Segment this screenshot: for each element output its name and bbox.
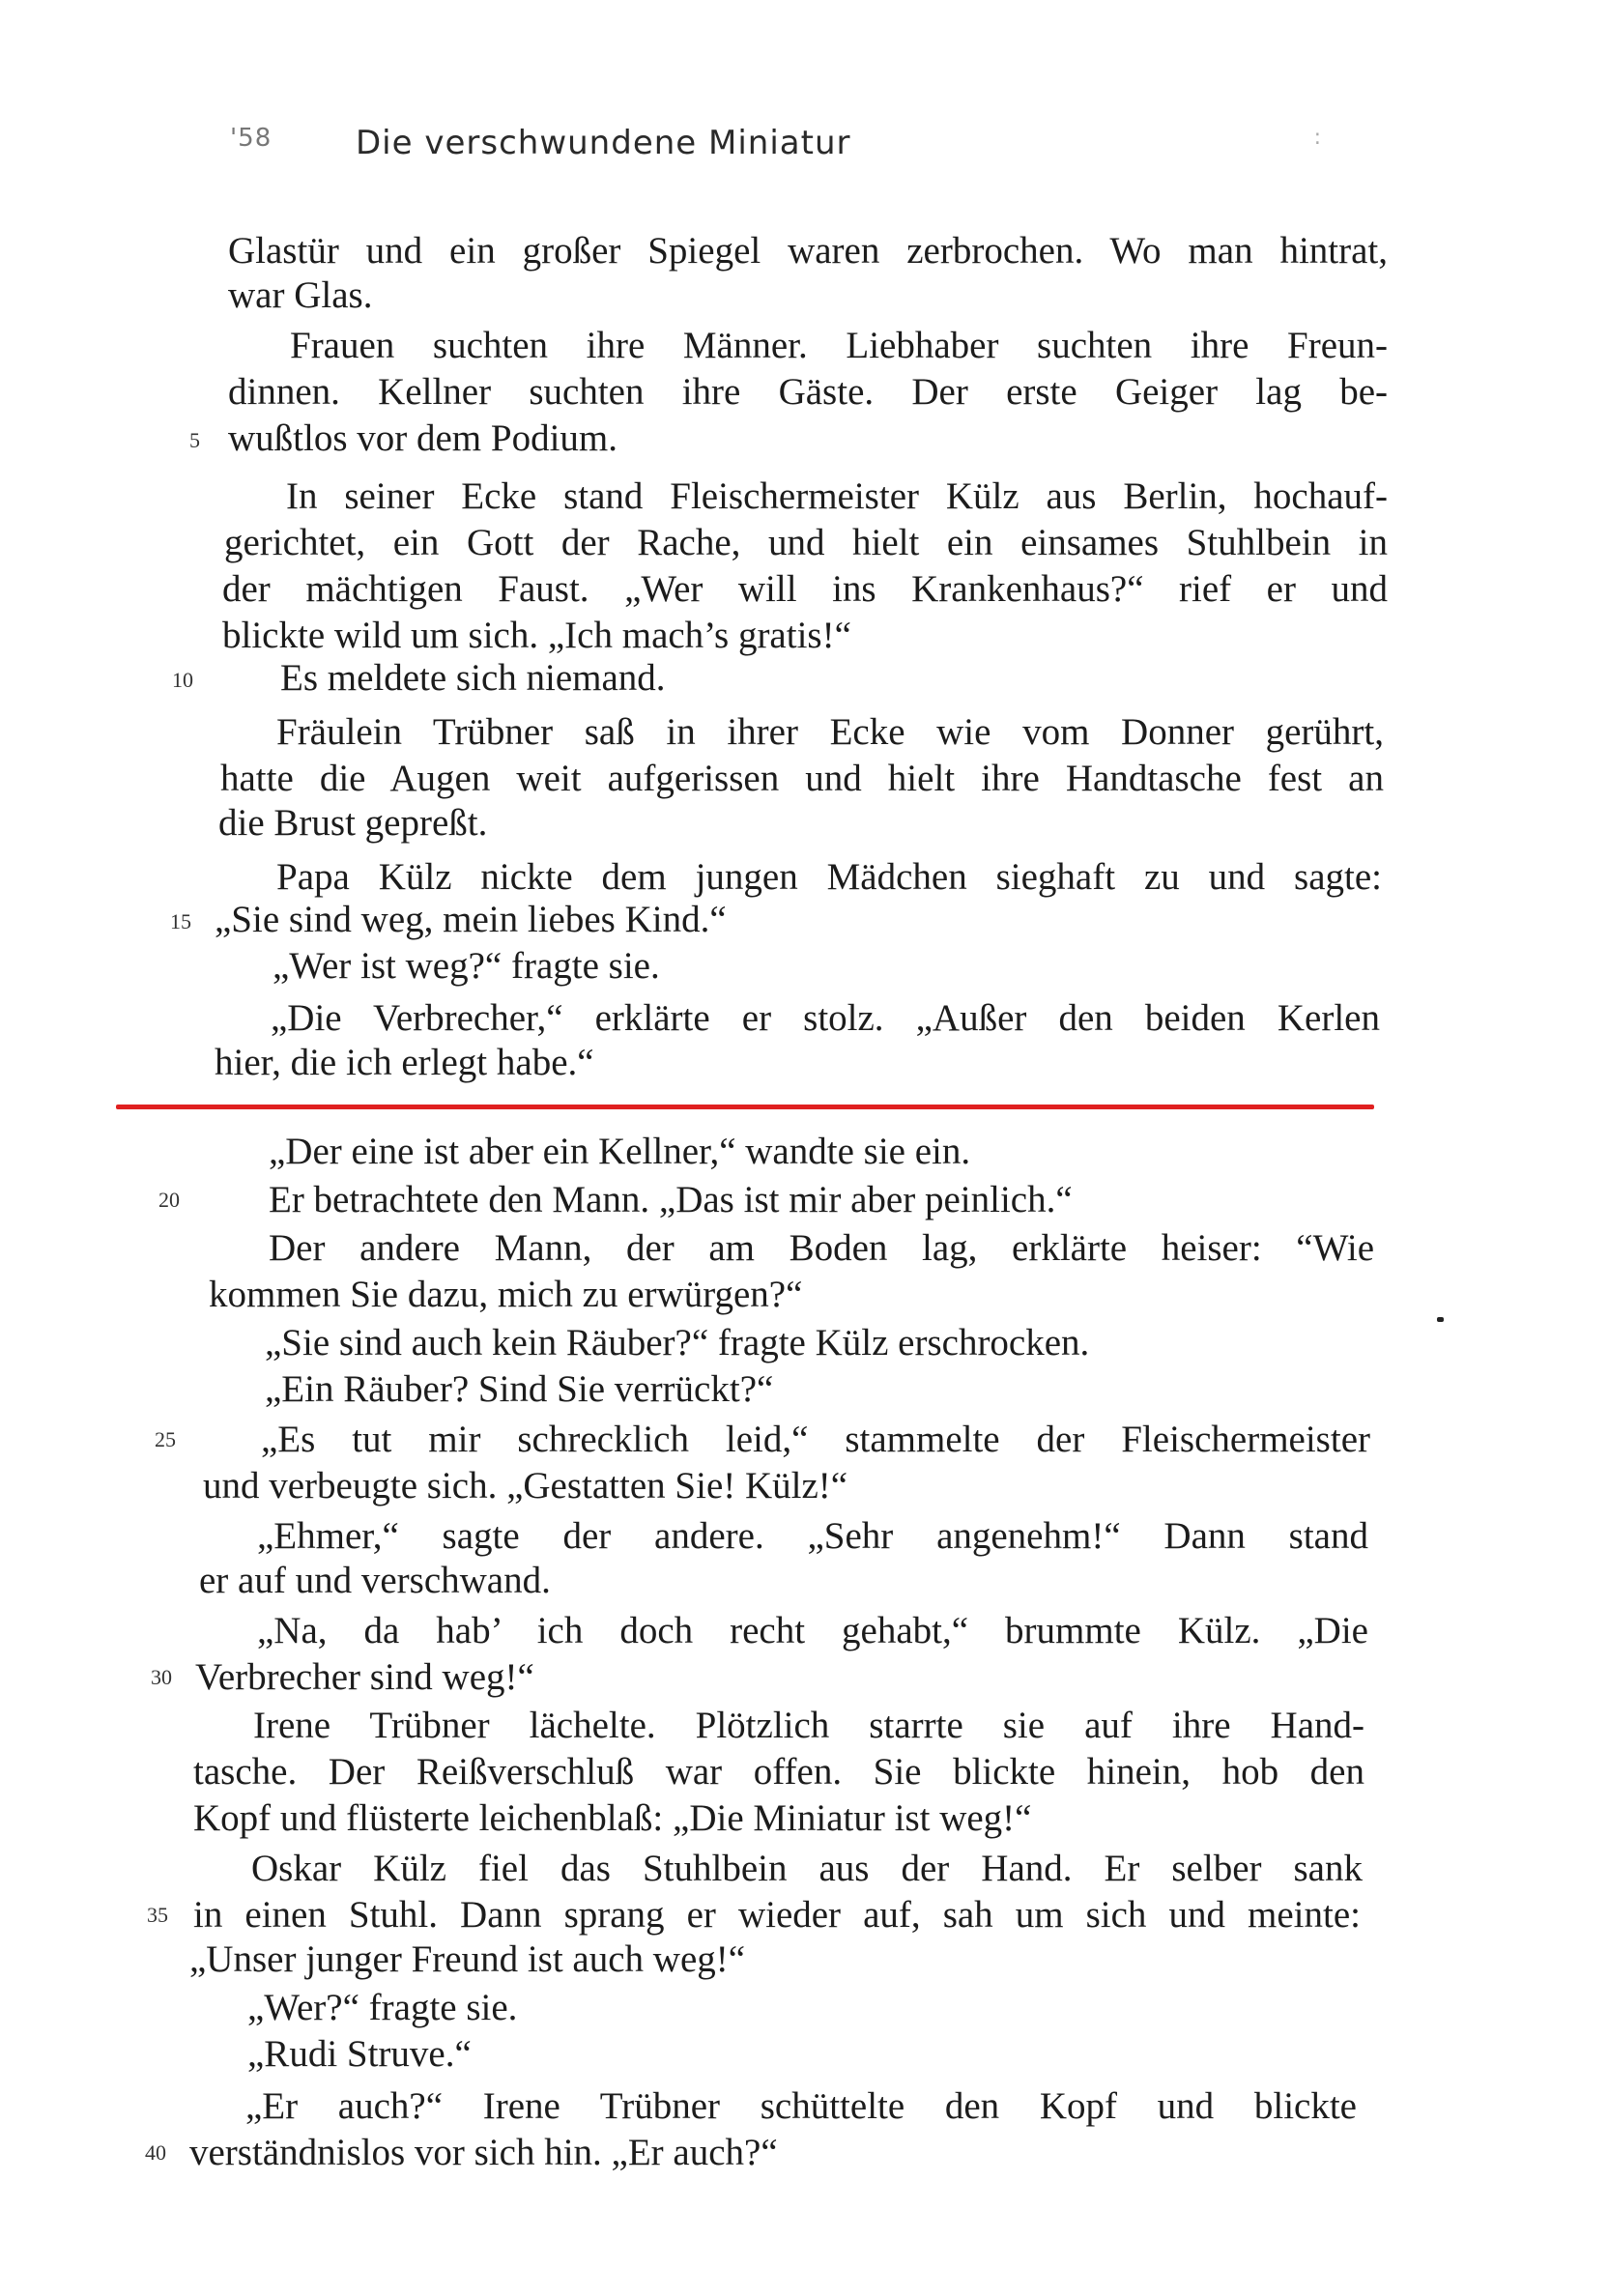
text-line: gerichtet, ein Gott der Rache, und hielt ein einsames Stuhlbein in [224, 522, 1388, 563]
text-line: Fräulein Trübner saß in ihrer Ecke wie vom Donner gerührt, [276, 711, 1384, 753]
line-number: 10 [172, 668, 193, 692]
text-line: die Brust gepreßt. [218, 802, 488, 844]
text-line: „Die Verbrecher,“ erklärte er stolz. „Außer den beiden Kerlen [271, 997, 1380, 1039]
text-line: verständnislos vor sich hin. „Er auch?“ [189, 2132, 778, 2173]
line-number: 5 [189, 428, 200, 452]
text-line: Kopf und flüsterte leichenblaß: „Die Miniatur ist weg!“ [193, 1797, 1032, 1839]
text-line: in einen Stuhl. Dann sprang er wieder auf, sah um sich und meinte: [193, 1894, 1361, 1936]
text-line: Der andere Mann, der am Boden lag, erklärte heiser: “Wie [269, 1227, 1374, 1269]
line-number: 15 [170, 909, 191, 933]
text-line: Oskar Külz fiel das Stuhlbein aus der Hand. Er selber sank [251, 1848, 1363, 1889]
text-line: und verbeugte sich. „Gestatten Sie! Külz!“ [203, 1465, 848, 1507]
text-line: „Wer ist weg?“ fragte sie. [273, 945, 660, 987]
text-line: er auf und verschwand. [199, 1560, 551, 1601]
text-line: Es meldete sich niemand. [280, 657, 666, 699]
corner-mark: : [1313, 126, 1322, 150]
text-line: tasche. Der Reißverschluß war offen. Sie blickte hinein, hob den [193, 1751, 1364, 1793]
text-line: „Sie sind auch kein Räuber?“ fragte Külz erschrocken. [265, 1322, 1090, 1363]
text-line: Er betrachtete den Mann. „Das ist mir aber peinlich.“ [269, 1179, 1073, 1220]
text-line: „Er auch?“ Irene Trübner schüttelte den Kopf und blickte [245, 2085, 1357, 2127]
line-number: 25 [155, 1427, 176, 1451]
page-number: '58 [230, 124, 273, 153]
text-line: „Es tut mir schrecklich leid,“ stammelte der Fleischermeister [261, 1419, 1370, 1460]
line-number: 35 [147, 1903, 168, 1927]
text-line: „Wer?“ fragte sie. [247, 1987, 518, 2028]
text-line: „Der eine ist aber ein Kellner,“ wandte sie ein. [269, 1131, 971, 1172]
text-line: „Unser junger Freund ist auch weg!“ [189, 1938, 746, 1980]
text-line: Frauen suchten ihre Männer. Liebhaber suchten ihre Freun- [290, 325, 1388, 366]
text-line: Papa Külz nickte dem jungen Mädchen sieghaft zu und sagte: [276, 856, 1382, 898]
text-line: Verbrecher sind weg!“ [195, 1656, 534, 1698]
text-line: „Ehmer,“ sagte der andere. „Sehr angenehm!“ Dann stand [257, 1515, 1368, 1557]
text-line: Irene Trübner lächelte. Plötzlich starrte sie auf ihre Hand- [253, 1705, 1364, 1746]
text-line: Glastür und ein großer Spiegel waren zerbrochen. Wo man hintrat, [228, 230, 1388, 272]
text-line: kommen Sie dazu, mich zu erwürgen?“ [209, 1274, 803, 1315]
text-line: „Ein Räuber? Sind Sie verrückt?“ [265, 1368, 774, 1410]
text-line: war Glas. [228, 274, 373, 316]
text-line: „Rudi Struve.“ [247, 2033, 472, 2075]
text-line: hatte die Augen weit aufgerissen und hielt ihre Handtasche fest an [220, 758, 1384, 799]
text-line: dinnen. Kellner suchten ihre Gäste. Der erste Geiger lag be- [228, 371, 1388, 413]
ink-speck [1437, 1317, 1444, 1322]
line-number: 20 [158, 1188, 180, 1212]
text-line: „Na, da hab’ ich doch recht gehabt,“ brummte Külz. „Die [257, 1610, 1368, 1651]
text-line: In seiner Ecke stand Fleischermeister Külz aus Berlin, hochauf- [286, 475, 1388, 517]
page-header [230, 114, 1322, 172]
text-line: wußtlos vor dem Podium. [228, 417, 618, 459]
line-number: 30 [151, 1665, 172, 1689]
text-line: der mächtigen Faust. „Wer will ins Krankenhaus?“ rief er und [222, 568, 1388, 610]
running-title: Die verschwundene Miniatur [356, 124, 851, 162]
text-line: „Sie sind weg, mein liebes Kind.“ [215, 899, 727, 940]
text-line: blickte wild um sich. „Ich mach’s gratis!“ [222, 615, 851, 656]
line-number: 40 [145, 2140, 166, 2165]
text-line: hier, die ich erlegt habe.“ [215, 1042, 594, 1083]
red-divider-line [116, 1105, 1374, 1109]
